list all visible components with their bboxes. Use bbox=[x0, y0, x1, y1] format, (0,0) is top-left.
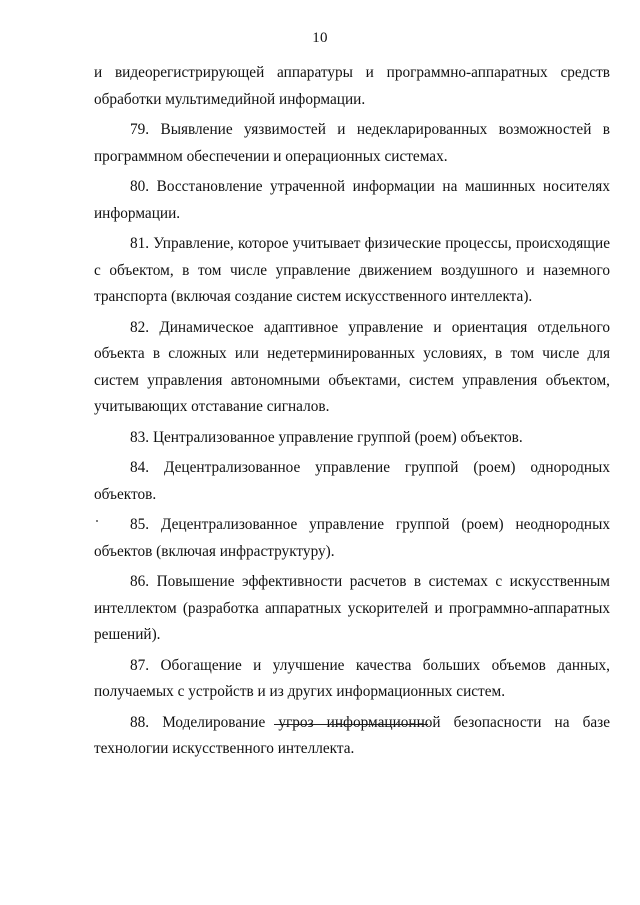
paragraph-item-87: 87. Обогащение и улучшение качества больших объемов данных, получаемых с устройств и из других информационных систем. bbox=[94, 656, 610, 700]
paragraph-item-83: 83. Централизованное управление группой (роем) объектов. bbox=[130, 428, 523, 446]
paragraph-item-85: 85. Децентрализованное управление группой (роем) неоднородных объектов (включая инфраструктуру). bbox=[94, 516, 610, 560]
end-separator-line bbox=[274, 724, 428, 725]
paragraph-continuation: и видеорегистрирующей аппаратуры и программно-аппаратных средств обработки мультимедийной информации. bbox=[94, 64, 610, 108]
paragraph-item-80: 80. Восстановление утраченной информации на машинных носителях информации. bbox=[94, 178, 610, 222]
paragraph-item-88: 88. Моделирование угроз информационной безопасности на базе технологии искусственного интеллекта. bbox=[94, 713, 610, 757]
document-body bbox=[94, 60, 610, 767]
paragraph-item-82: 82. Динамическое адаптивное управление и ориентация отдельного объекта в сложных или недетерминированных условиях, в том числе для систем управления автономными объектами, систем управления объектом, учитывающих отставание сигналов. bbox=[94, 318, 610, 415]
paragraph-item-86: 86. Повышение эффективности расчетов в системах с искусственным интеллектом (разработка аппаратных ускорителей и программно-аппаратных решений). bbox=[94, 573, 610, 643]
page-number: 10 bbox=[312, 30, 328, 46]
paragraph-item-79: 79. Выявление уязвимостей и недекларированных возможностей в программном обеспечении и операционных системах. bbox=[94, 121, 610, 165]
scan-speck bbox=[96, 520, 98, 522]
paragraph-item-81: 81. Управление, которое учитывает физические процессы, происходящие с объектом, в том числе управление движением воздушного и наземного транспорта (включая создание систем искусственного интеллекта). bbox=[94, 235, 610, 305]
paragraph-item-84: 84. Децентрализованное управление группой (роем) однородных объектов. bbox=[94, 459, 610, 503]
